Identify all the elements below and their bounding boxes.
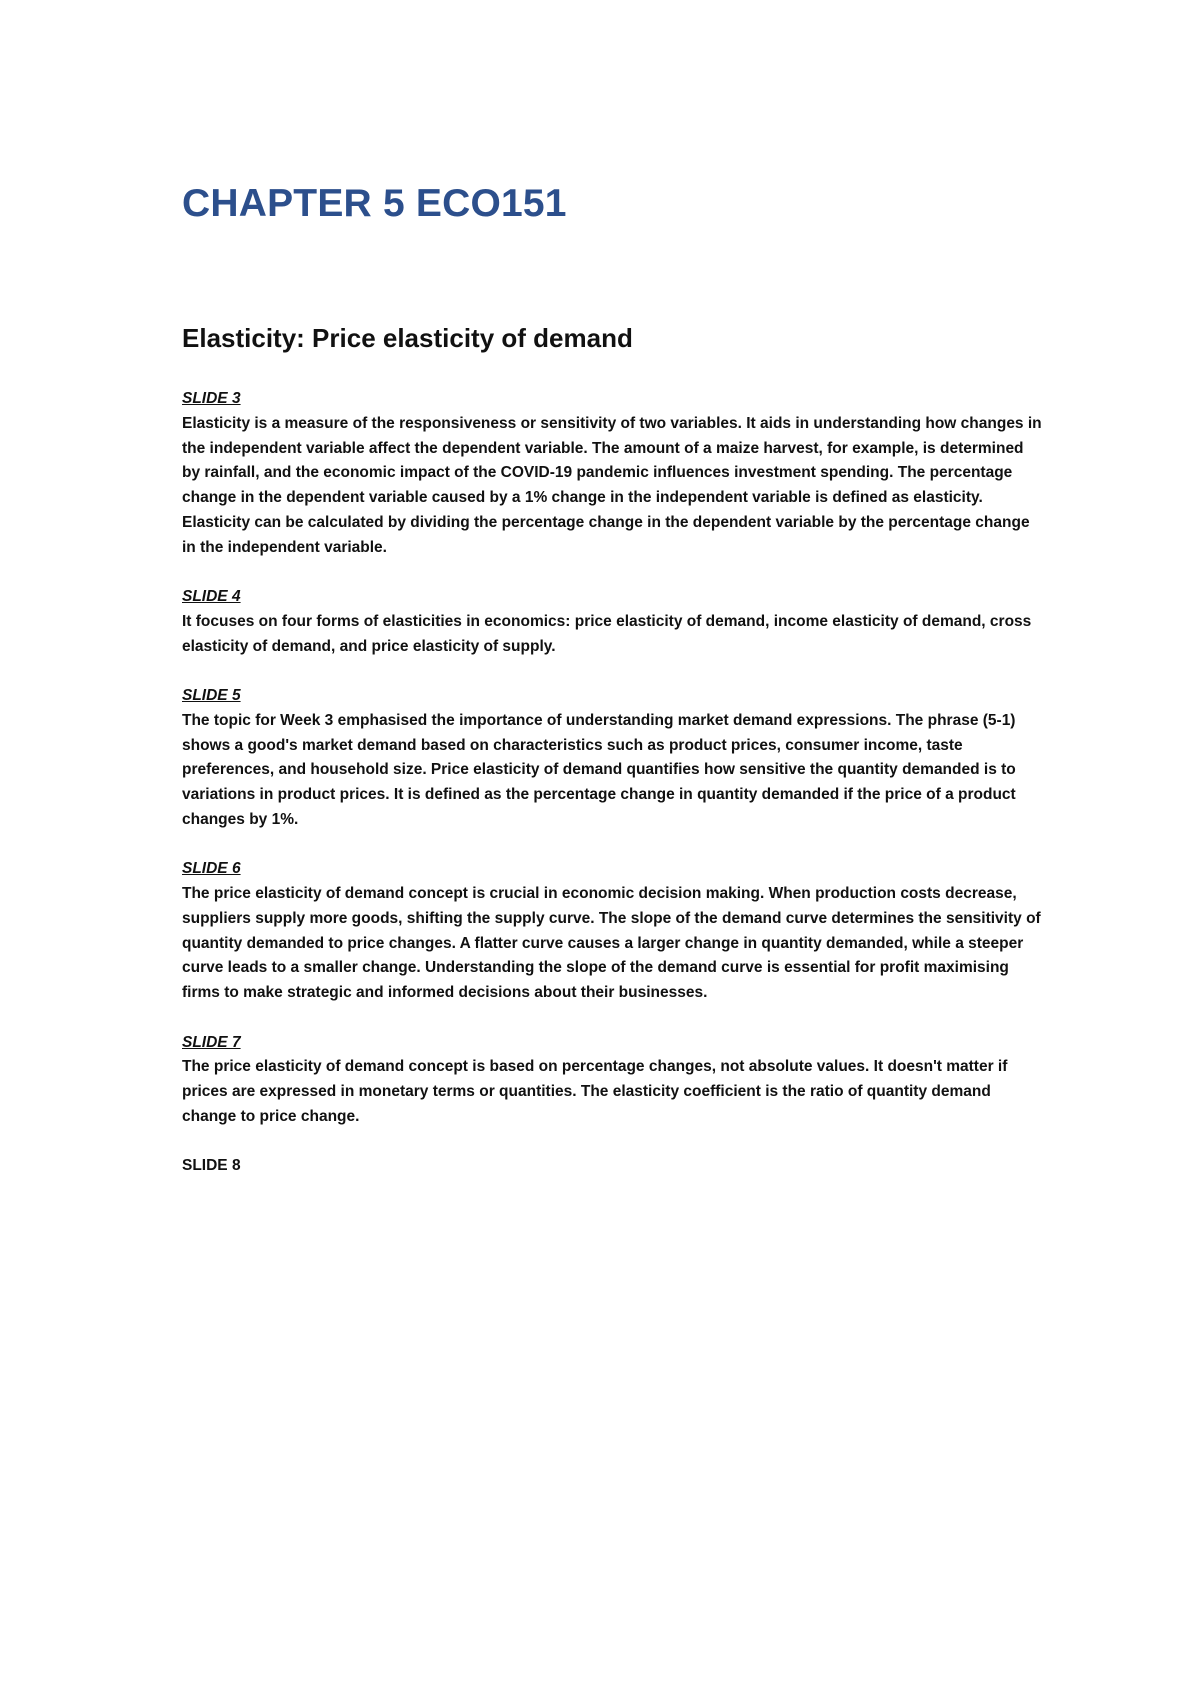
slide-text: The topic for Week 3 emphasised the importance of understanding market demand expressions. The phrase (5-1) shows a good's market demand based on characteristics such as product prices, consumer income, taste preferences, and household size. Price elasticity of demand quantifies how sensitive the quantity demanded is to variations in product prices. It is defined as the percentage change in quantity demanded if the price of a product changes by 1%.	[182, 711, 1016, 828]
chapter-title: CHAPTER 5 ECO151	[182, 182, 567, 225]
slide-text: Elasticity is a measure of the responsiveness or sensitivity of two variables. It aids in understanding how changes in the independent variable affect the dependent variable. The amount of a maize harvest, for example, is determined by rainfall, and the economic impact of the COVID-19 pandemic influences investment spending. The percentage change in the dependent variable caused by a 1% change in the independent variable is defined as elasticity. Elasticity can be calculated by dividing the percentage change in the dependent variable by the percentage change in the independent variable.	[182, 414, 1042, 556]
slide-text: The price elasticity of demand concept is crucial in economic decision making. When production costs decrease, suppliers supply more goods, shifting the supply curve. The slope of the demand curve determines the sensitivity of quantity demanded to price changes. A flatter curve causes a larger change in quantity demanded, while a steeper curve leads to a smaller change. Understanding the slope of the demand curve is essential for profit maximising firms to make strategic and informed decisions about their businesses.	[182, 885, 1041, 1002]
slide-5	[182, 684, 1042, 833]
slide-label: SLIDE 4	[182, 588, 241, 606]
slide-6	[182, 857, 1042, 1006]
slide-label: SLIDE 8	[182, 1157, 241, 1175]
slide-7	[182, 1031, 1042, 1130]
slide-label: SLIDE 5	[182, 686, 241, 704]
slide-label: SLIDE 6	[182, 860, 241, 878]
slide-text: The price elasticity of demand concept is based on percentage changes, not absolute values. It doesn't matter if prices are expressed in monetary terms or quantities. The elasticity coefficient is the ratio of quantity demand change to price change.	[182, 1058, 1008, 1125]
slide-4	[182, 585, 1042, 659]
section-heading: Elasticity: Price elasticity of demand	[182, 323, 633, 353]
slide-8	[182, 1154, 1042, 1179]
slide-text: It focuses on four forms of elasticities in economics: price elasticity of demand, income elasticity of demand, cross elasticity of demand, and price elasticity of supply.	[182, 612, 1032, 655]
slide-label: SLIDE 7	[182, 1033, 241, 1051]
document-content	[182, 178, 1042, 1204]
slide-label: SLIDE 3	[182, 390, 241, 407]
slides-list	[182, 387, 1042, 1179]
slide-3	[182, 387, 1042, 561]
